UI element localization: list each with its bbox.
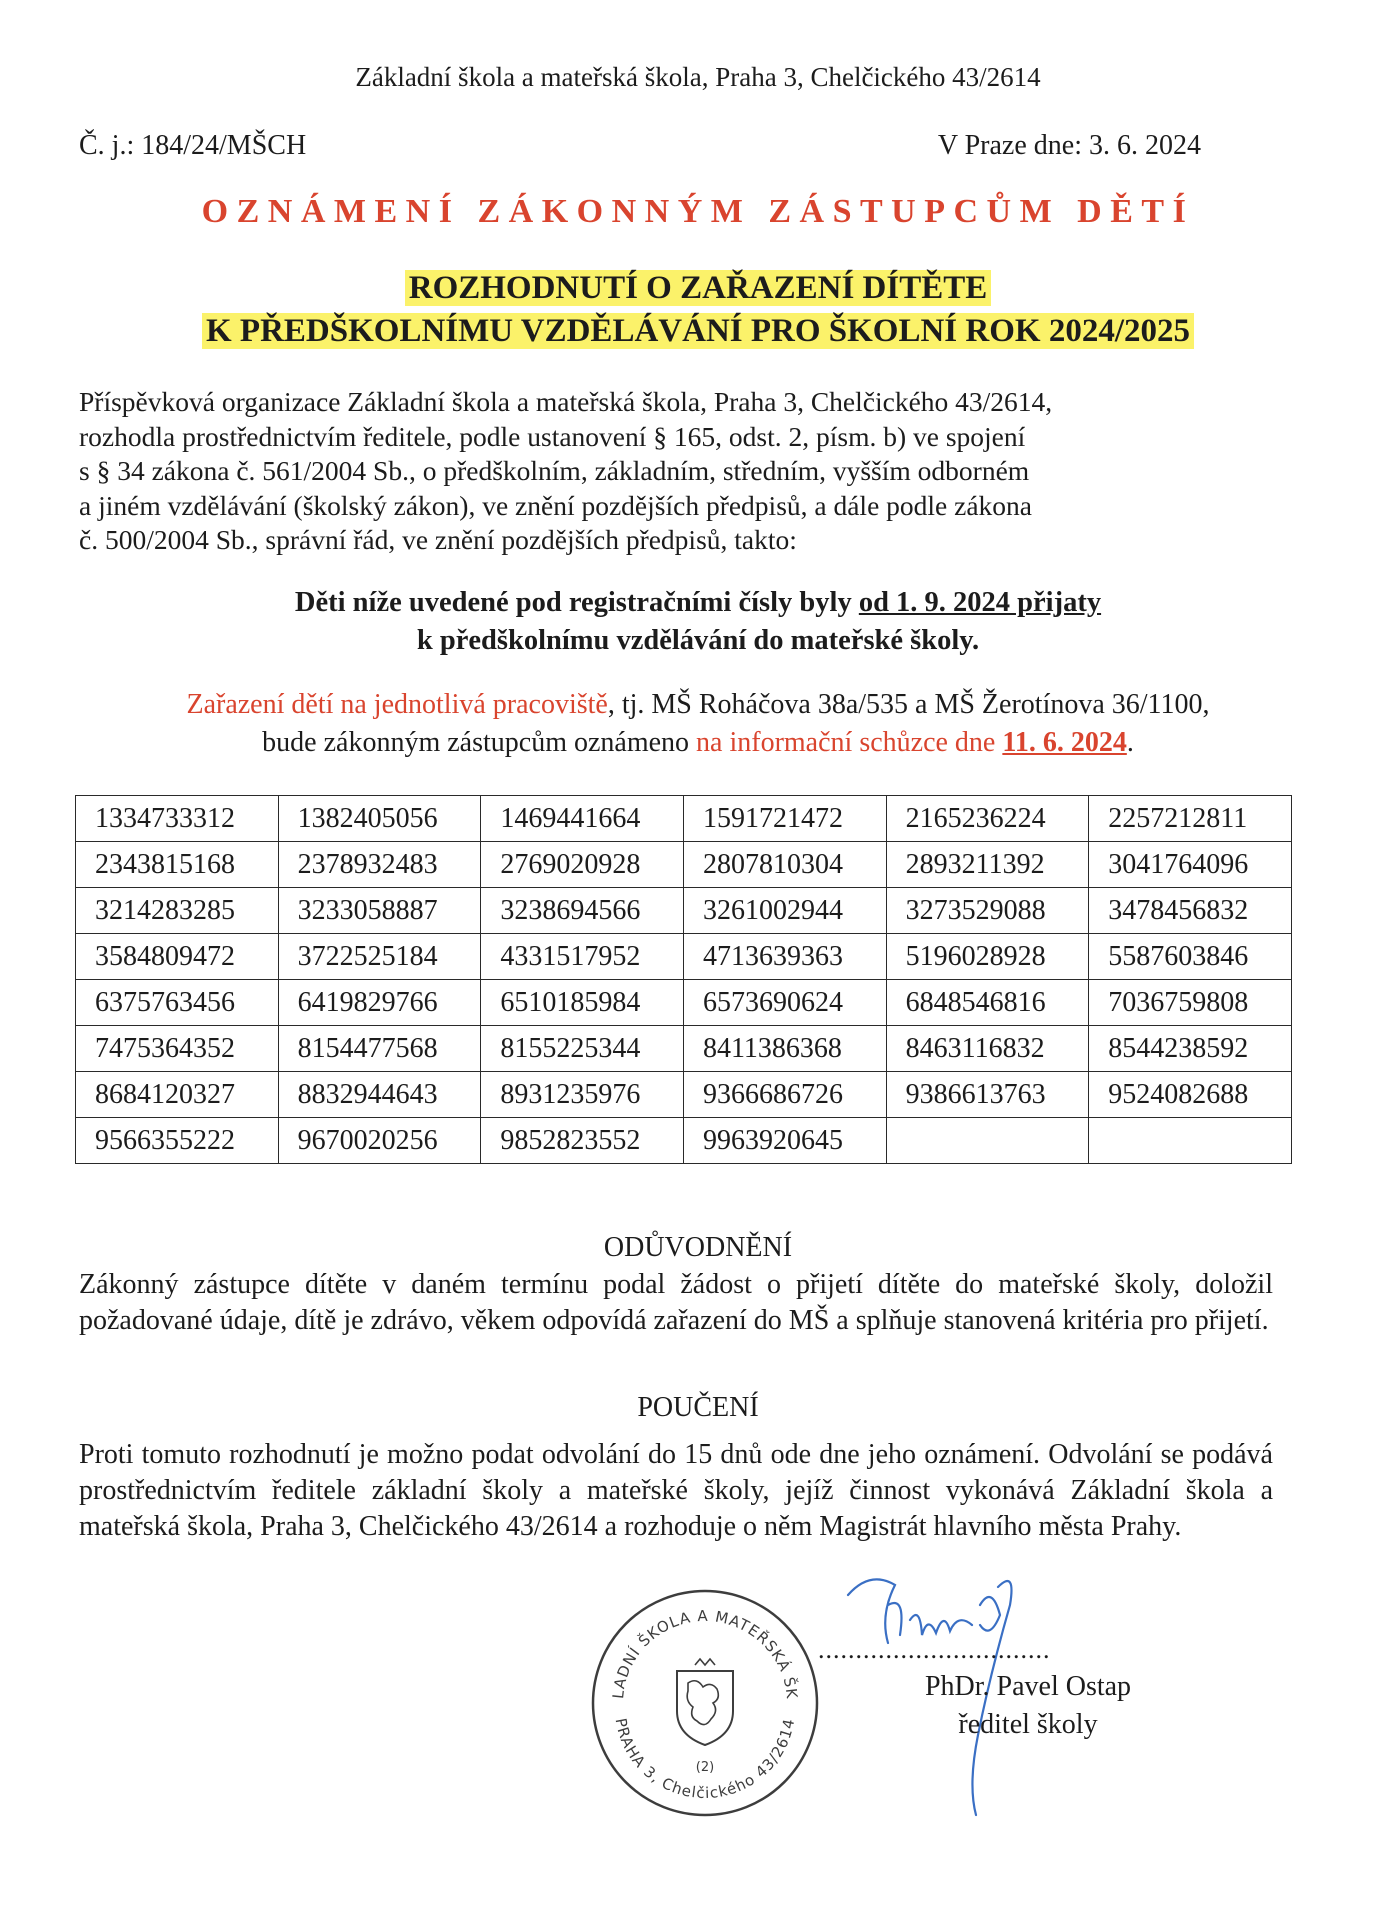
registration-number-cell: 5587603846 (1089, 934, 1292, 980)
table-row (76, 796, 1292, 842)
registration-number-cell: 2893211392 (886, 842, 1089, 888)
placement-notice (0, 686, 1396, 762)
registration-number-cell: 8544238592 (1089, 1026, 1292, 1072)
intro-line: rozhodla prostřednictvím ředitele, podle ustanovení § 165, odst. 2, písm. b) ve spojení (79, 420, 1026, 452)
registration-number-cell: 5196028928 (886, 934, 1089, 980)
decision-text-line-2: k předškolnímu vzdělávání do mateřské školy. (416, 625, 980, 656)
registration-number-cell: 8154477568 (278, 1026, 481, 1072)
registration-number-cell: 4713639363 (683, 934, 886, 980)
registration-number-cell: 2807810304 (683, 842, 886, 888)
table-row (76, 842, 1292, 888)
intro-line: a jiném vzdělávání (školský zákon), ve znění pozdějších předpisů, a dále podle zákona (79, 489, 1032, 521)
registration-number-cell: 2343815168 (76, 842, 279, 888)
registration-number-cell: 8931235976 (481, 1072, 684, 1118)
registration-number-cell: 9670020256 (278, 1118, 481, 1164)
registration-number-cell: 1382405056 (278, 796, 481, 842)
instruction-text: Proti tomuto rozhodnutí je možno podat odvolání do 15 dnů ode dne jeho oznámení. Odvolání se podává prostřednictvím ředitele základní školy a mateřské školy, jejíž činnost vykonává Základní škola a mateřská škola, Praha 3, Chelčického 43/2614 a rozhoduje o něm Magistrát hlavního města Prahy. (79, 1439, 1273, 1542)
notice-title: OZNÁMENÍ ZÁKONNÝM ZÁSTUPCŮM DĚTÍ (201, 193, 1195, 230)
decision-text: Děti níže uvedené pod registračními čísly byly (294, 587, 859, 618)
registration-number-cell: 2378932483 (278, 842, 481, 888)
registration-number-cell: 7036759808 (1089, 980, 1292, 1026)
registration-number-cell: 3261002944 (683, 888, 886, 934)
placement-red-text: Zařazení dětí na jednotlivá pracoviště (186, 689, 608, 720)
registration-number-cell (1089, 1118, 1292, 1164)
meeting-text: na informační schůzce dne (696, 727, 1003, 758)
registration-number-cell: 2257212811 (1089, 796, 1292, 842)
decision-heading-line-1: ROZHODNUTÍ O ZAŘAZENÍ DÍTĚTE (405, 270, 992, 306)
svg-text:ZÁKLADNÍ ŠKOLA A MATEŘSKÁ ŠKOL: LADNÍ ŠKOLA A MATEŘSKÁ ŠK (609, 1606, 801, 1700)
reference-number: Č. j.: 184/24/MŠCH (79, 130, 307, 161)
registration-number-cell: 3214283285 (76, 888, 279, 934)
registration-number-cell: 4331517952 (481, 934, 684, 980)
registration-number-cell: 9386613763 (886, 1072, 1089, 1118)
registration-number-cell: 6510185984 (481, 980, 684, 1026)
registration-number-cell: 2165236224 (886, 796, 1089, 842)
justification-title: ODŮVODNĚNÍ (603, 1232, 793, 1263)
registration-number-cell: 1591721472 (683, 796, 886, 842)
placement-text-2: bude zákonným zástupcům oznámeno (262, 727, 697, 758)
registration-number-cell: 6375763456 (76, 980, 279, 1026)
registration-number-cell: 6419829766 (278, 980, 481, 1026)
registration-number-cell: 8684120327 (76, 1072, 279, 1118)
registration-number-cell: 9963920645 (683, 1118, 886, 1164)
school-stamp (585, 1583, 825, 1828)
intro-paragraph (79, 385, 1229, 558)
intro-line: Příspěvková organizace Základní škola a mateřská škola, Praha 3, Chelčického 43/2614, (79, 386, 1053, 417)
registration-number-cell: 6848546816 (886, 980, 1089, 1026)
meeting-date: 11. 6. 2024 (1002, 727, 1127, 758)
registration-number-cell: 1334733312 (76, 796, 279, 842)
registration-number-cell: 3041764096 (1089, 842, 1292, 888)
svg-text:PRAHA 3, Chelčického 43/2614: PRAHA 3, Chelčického 43/2614 (611, 1716, 799, 1803)
registration-number-cell: 6573690624 (683, 980, 886, 1026)
registration-number-cell: 9366686726 (683, 1072, 886, 1118)
justification-text: Zákonný zástupce dítěte v daném termínu podal žádost o přijetí dítěte do mateřské školy, doložil požadované údaje, dítě je zdrávo, věkem odpovídá zařazení do MŠ a splňuje stanovená kritéria pro přijetí. (79, 1269, 1273, 1336)
intro-line: s § 34 zákona č. 561/2004 Sb., o předškolním, základním, středním, vyšším odborném (79, 455, 1030, 486)
registration-number-cell: 7475364352 (76, 1026, 279, 1072)
registration-number-cell (886, 1118, 1089, 1164)
placement-text: , tj. MŠ Roháčova 38a/535 a MŠ Žerotínova 36/1100, (607, 689, 1210, 720)
registration-number-cell: 3478456832 (1089, 888, 1292, 934)
table-row (76, 888, 1292, 934)
registration-number-cell: 3584809472 (76, 934, 279, 980)
signatory (878, 1668, 1178, 1744)
registration-table (75, 795, 1292, 1164)
table-row (76, 980, 1292, 1026)
placement-end: . (1126, 727, 1134, 758)
admission-decision (0, 584, 1396, 660)
registration-number-cell: 3238694566 (481, 888, 684, 934)
registration-number-cell: 3722525184 (278, 934, 481, 980)
registration-number-cell: 9566355222 (76, 1118, 279, 1164)
registration-number-cell: 8155225344 (481, 1026, 684, 1072)
registration-number-cell: 8832944643 (278, 1072, 481, 1118)
signatory-name: PhDr. Pavel Ostap (924, 1671, 1132, 1702)
registration-number-cell: 8463116832 (886, 1026, 1089, 1072)
intro-line: č. 500/2004 Sb., správní řád, ve znění pozdějších předpisů, takto: (79, 524, 797, 555)
table-row (76, 934, 1292, 980)
decision-heading (0, 267, 1396, 353)
decision-heading-line-2: K PŘEDŠKOLNÍMU VZDĚLÁVÁNÍ PRO ŠKOLNÍ ROK 2024/2025 (202, 313, 1194, 349)
stamp-seal-icon (585, 1583, 825, 1823)
document-date: V Praze dne: 3. 6. 2024 (937, 130, 1201, 161)
registration-number-cell: 3273529088 (886, 888, 1089, 934)
signatory-role: ředitel školy (958, 1709, 1098, 1740)
registration-number-cell: 9524082688 (1089, 1072, 1292, 1118)
registration-number-cell: 9852823552 (481, 1118, 684, 1164)
instruction-title: POUČENÍ (637, 1392, 759, 1423)
signature-line: ............................... (818, 1635, 1051, 1664)
registration-number-cell: 3233058887 (278, 888, 481, 934)
registration-number-cell: 1469441664 (481, 796, 684, 842)
school-header: Základní škola a mateřská škola, Praha 3, Chelčického 43/2614 (355, 62, 1041, 92)
registration-number-cell: 2769020928 (481, 842, 684, 888)
table-row (76, 1072, 1292, 1118)
svg-text:(2): (2) (695, 1760, 715, 1775)
registration-number-cell: 8411386368 (683, 1026, 886, 1072)
table-row (76, 1026, 1292, 1072)
table-row (76, 1118, 1292, 1164)
decision-admitted-date: od 1. 9. 2024 přijaty (858, 587, 1102, 618)
